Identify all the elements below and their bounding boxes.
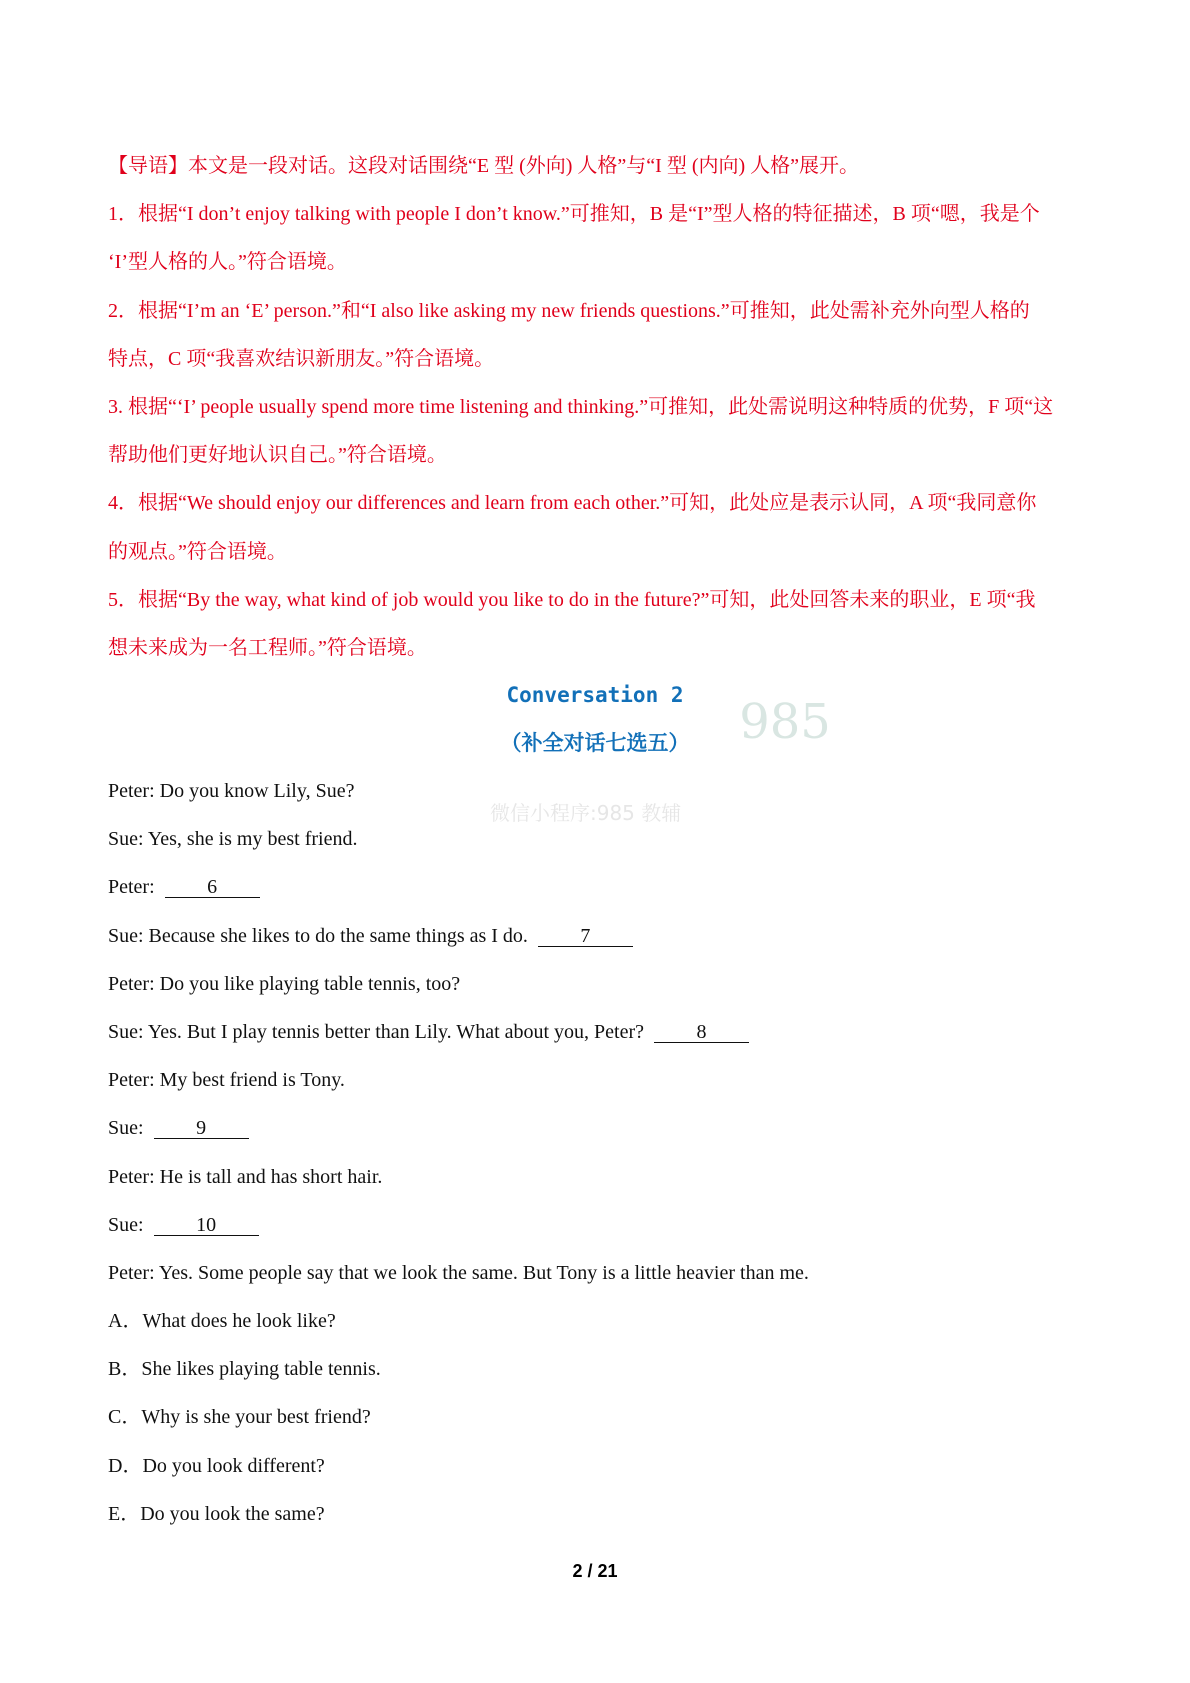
answer-blank[interactable]: 7 bbox=[538, 926, 633, 947]
analysis-line: 帮助他们更好地认识自己。”符合语境。 bbox=[108, 444, 447, 467]
dialogue-text: Peter: My best friend is Tony. bbox=[108, 1069, 345, 1092]
analysis-line: 2．根据“I’m an ‘E’ person.”和“I also like asking my new friends questions.”可推知，此处需补充外向型人格的 bbox=[108, 299, 1030, 322]
section-title: Conversation 2 bbox=[506, 683, 684, 707]
option-item: E．Do you look the same? bbox=[108, 1502, 325, 1525]
analysis-line: 【导语】本文是一段对话。这段对话围绕“E 型 (外向) 人格”与“I 型 (内向) 人格”展开。 bbox=[108, 155, 860, 177]
option-item: C．Why is she your best friend? bbox=[108, 1406, 371, 1429]
analysis-line: 1．根据“I don’t enjoy talking with people I don’t know.”可推知，B 是“I”型人格的特征描述，B 项“嗯，我是个 bbox=[108, 203, 1040, 226]
dialogue-text: Peter: Yes. Some people say that we look the same. But Tony is a little heavier than me. bbox=[108, 1262, 809, 1284]
analysis-line: 5．根据“By the way, what kind of job would you like to do in the future?”可知，此处回答未来的职业，E 项“我 bbox=[108, 588, 1036, 611]
answer-blank[interactable]: 6 bbox=[165, 877, 260, 898]
analysis-line: 4．根据“We should enjoy our differences and learn from each other.”可知，此处应是表示认同，A 项“我同意你 bbox=[108, 492, 1037, 515]
dialogue-line bbox=[108, 923, 633, 949]
dialogue-line bbox=[108, 826, 357, 852]
answer-blank[interactable]: 9 bbox=[154, 1118, 249, 1139]
answer-blank[interactable]: 8 bbox=[654, 1022, 749, 1043]
dialogue-line bbox=[108, 1115, 249, 1141]
dialogue-line bbox=[108, 874, 260, 900]
dialogue-line bbox=[108, 1019, 749, 1045]
dialogue-text: Sue: Because she likes to do the same things as I do. bbox=[108, 924, 528, 947]
dialogue-text: Peter: Do you like playing table tennis, too? bbox=[108, 972, 461, 995]
watermark-text: 微信小程序:985 教辅 bbox=[490, 801, 682, 825]
analysis-line: 3. 根据“‘I’ people usually spend more time listening and thinking.”可推知，此处需说明这种特质的优势，F 项“这 bbox=[108, 396, 1054, 418]
option-item: A．What does he look like? bbox=[108, 1310, 336, 1332]
dialogue-text: Peter: bbox=[108, 876, 155, 899]
dialogue-text: Sue: Yes. But I play tennis better than Lily. What about you, Peter? bbox=[108, 1021, 645, 1043]
dialogue-text: Peter: Do you know Lily, Sue? bbox=[108, 780, 355, 802]
analysis-line: 特点，C 项“我喜欢结识新朋友。”符合语境。 bbox=[108, 347, 495, 370]
dialogue-line bbox=[108, 971, 460, 997]
dialogue-text: Sue: Yes, she is my best friend. bbox=[108, 828, 358, 851]
option-item: B．She likes playing table tennis. bbox=[108, 1358, 381, 1381]
page-number: 2 / 21 bbox=[572, 1561, 618, 1581]
watermark-logo: 985 bbox=[739, 694, 831, 750]
dialogue-line bbox=[108, 778, 354, 804]
dialogue-line bbox=[108, 1260, 809, 1286]
dialogue-line bbox=[108, 1067, 345, 1093]
option-item: D．Do you look different? bbox=[108, 1454, 325, 1477]
analysis-line: 想未来成为一名工程师。”符合语境。 bbox=[108, 637, 427, 659]
dialogue-text: Peter: He is tall and has short hair. bbox=[108, 1165, 383, 1188]
dialogue-text: Sue: bbox=[108, 1213, 144, 1236]
dialogue-text: Sue: bbox=[108, 1117, 144, 1140]
analysis-line: 的观点。”符合语境。 bbox=[108, 540, 287, 563]
analysis-line: ‘I’型人格的人。”符合语境。 bbox=[108, 251, 347, 274]
answer-blank[interactable]: 10 bbox=[154, 1215, 259, 1236]
dialogue-line bbox=[108, 1164, 382, 1190]
section-subtitle: （补全对话七选五） bbox=[500, 731, 690, 755]
dialogue-line bbox=[108, 1212, 259, 1238]
